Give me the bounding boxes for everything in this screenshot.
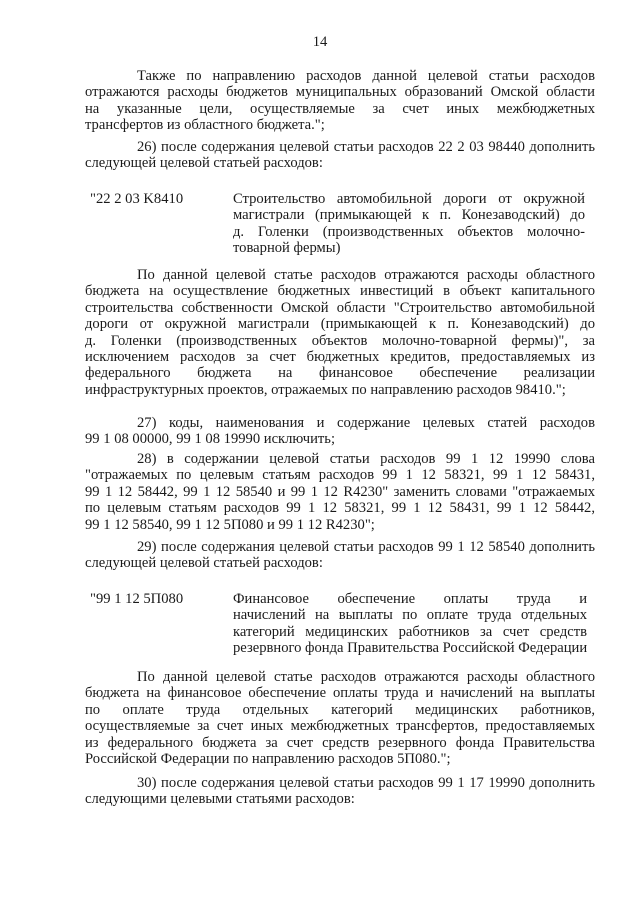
text-line: По данной целевой статье расходов отражаются расходы областного bbox=[137, 669, 595, 685]
text-line: 99 1 08 00000, 99 1 08 19990 исключить; bbox=[85, 431, 336, 448]
text-line: д. Голенки (производственных объектов молочно-товарной фермы)", за bbox=[85, 332, 595, 349]
text-line: 26) после содержания целевой статьи расходов 22 2 03 98440 дополнить bbox=[137, 139, 595, 155]
text-line: следующей целевой статьей расходов: bbox=[85, 155, 323, 172]
text-line: товарной фермы) bbox=[233, 240, 341, 257]
item-30 bbox=[85, 775, 595, 808]
text-line: на указанные цели, осуществляемые за счет иных межбюджетных bbox=[85, 100, 595, 117]
text-line: из федерального бюджета за счет средств резервного фонда Правительства bbox=[85, 734, 595, 751]
text-line: 99 1 12 58540, 99 1 12 5П080 и 99 1 12 R4230"; bbox=[85, 516, 375, 533]
text-line: Также по направлению расходов данной целевой статьи расходов bbox=[137, 68, 595, 84]
text-line: магистрали (примыкающей к п. Конезаводский) до bbox=[233, 207, 585, 224]
text-line: следующими целевыми статьями расходов: bbox=[85, 791, 355, 808]
text-line: 29) после содержания целевой статьи расходов 99 1 12 58540 дополнить bbox=[137, 539, 595, 555]
text-line: строительства собственности Омской области "Строительство автомобильной bbox=[85, 299, 595, 316]
text-line: 99 1 12 58442, 99 1 12 58540 и 99 1 12 R4230" заменить словами "отражаемых bbox=[85, 483, 595, 500]
paragraph-2 bbox=[85, 267, 595, 398]
item-29 bbox=[85, 539, 595, 572]
article-code: "99 1 12 5П080 bbox=[90, 591, 184, 607]
text-line: отражаются расходы бюджетов муниципальных образований Омской области bbox=[85, 84, 595, 101]
article-title bbox=[233, 591, 587, 657]
page-number: 14 bbox=[312, 34, 328, 50]
item-27 bbox=[85, 415, 595, 448]
text-line: трансфертов из областного бюджета."; bbox=[85, 117, 325, 134]
item-28 bbox=[85, 451, 595, 533]
text-line: по целевым статьям расходов 99 1 12 58321, 99 1 12 58431, 99 1 12 58442, bbox=[85, 500, 595, 517]
text-line: 27) коды, наименования и содержание целевых статей расходов bbox=[137, 415, 595, 431]
text-line: инфраструктурных проектов, отражаемых по направлению расходов 98410."; bbox=[85, 381, 566, 398]
text-line: бюджета на финансовое обеспечение оплаты труда и начислений на выплаты bbox=[85, 685, 595, 702]
paragraph-3 bbox=[85, 669, 595, 767]
paragraph-1 bbox=[85, 68, 595, 134]
text-line: осуществляемые за счет иных межбюджетных трансфертов, предоставляемых bbox=[85, 718, 595, 735]
text-line: по оплате труда отдельных категорий медицинских работников, bbox=[85, 701, 595, 718]
text-line: Российской Федерации по направлению расходов 5П080."; bbox=[85, 750, 451, 767]
text-line: 30) после содержания целевой статьи расходов 99 1 17 19990 дополнить bbox=[137, 775, 595, 791]
text-line: Финансовое обеспечение оплаты труда и bbox=[233, 591, 587, 607]
text-line: Строительство автомобильной дороги от окружной bbox=[233, 191, 585, 207]
text-line: резервного фонда Правительства Российской Федерации bbox=[233, 640, 588, 657]
article-title bbox=[233, 191, 585, 257]
text-line: исключением расходов за счет бюджетных кредитов, предоставляемых из bbox=[85, 348, 595, 365]
text-line: 28) в содержании целевой статьи расходов 99 1 12 19990 слова bbox=[137, 451, 595, 467]
text-line: бюджета на осуществление бюджетных инвестиций в объект капитального bbox=[85, 283, 595, 300]
text-line: "отражаемых по целевым статьям расходов 99 1 12 58321, 99 1 12 58431, bbox=[85, 467, 595, 484]
text-line: дороги от окружной магистрали (примыкающей к п. Конезаводский) до bbox=[85, 316, 595, 333]
text-line: следующей целевой статьей расходов: bbox=[85, 555, 323, 572]
article-code: "22 2 03 K8410 bbox=[90, 191, 184, 207]
item-26 bbox=[85, 139, 595, 172]
text-line: По данной целевой статье расходов отражаются расходы областного bbox=[137, 267, 595, 283]
text-line: д. Голенки (производственных объектов молочно- bbox=[233, 223, 585, 240]
text-line: категорий медицинских работников за счет средств bbox=[233, 623, 587, 640]
text-line: федерального бюджета на финансовое обеспечение реализации bbox=[85, 365, 595, 382]
text-line: начислений на выплаты по оплате труда отдельных bbox=[233, 607, 587, 624]
